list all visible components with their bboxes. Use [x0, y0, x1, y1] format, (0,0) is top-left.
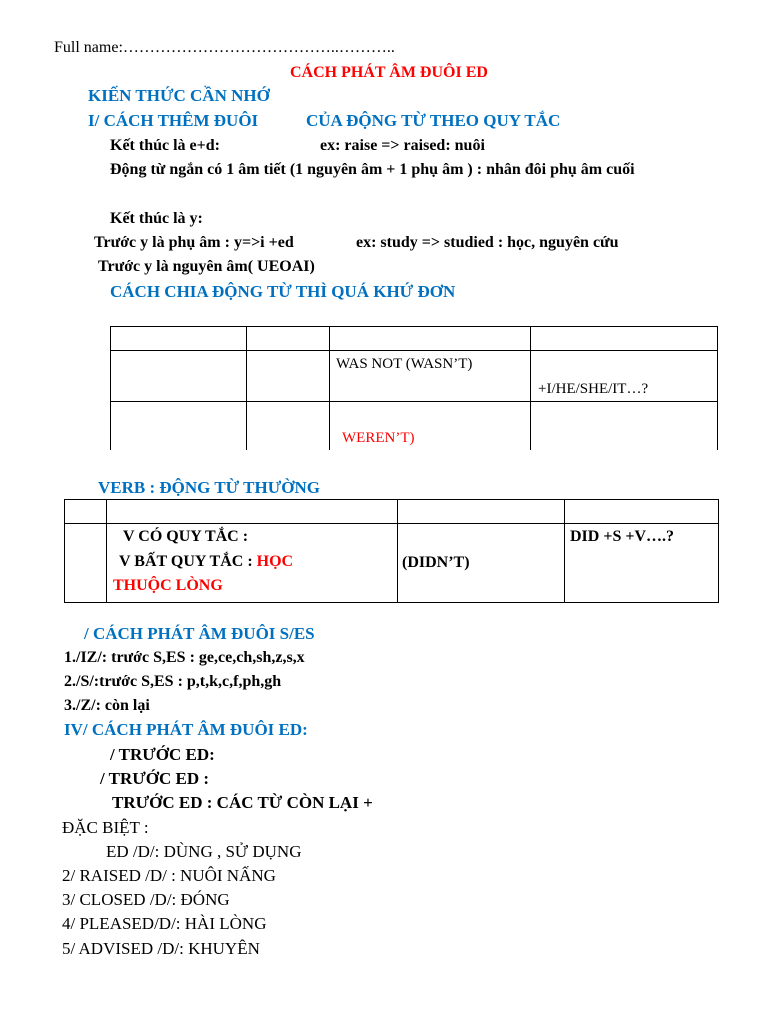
- rule-e-d: Kết thúc là e+d:: [110, 137, 220, 154]
- s-es-heading: / CÁCH PHÁT ÂM ĐUÔI S/ES: [84, 624, 315, 643]
- cell-did-question: DID +S +V….?: [570, 528, 675, 545]
- rule-consonant-y-example: ex: study => studied : học, nguyên cứu: [356, 234, 619, 251]
- rule-e-d-example: ex: raise => raised: nuôi: [320, 137, 485, 154]
- add-ed-heading-right: CỦA ĐỘNG TỪ THEO QUY TẮC: [306, 111, 561, 130]
- cell-werent: WEREN’T): [342, 430, 415, 446]
- rule-double-consonant: Động từ ngắn có 1 âm tiết (1 nguyên âm + 1 phụ âm ) : nhân đôi phụ âm cuối: [110, 161, 635, 178]
- cell-irregular-memorize: THUỘC LÒNG: [113, 577, 223, 594]
- cell-irregular-verb: [119, 553, 293, 571]
- ed-line-3: TRƯỚC ED : CÁC TỪ CÒN LẠI +: [112, 793, 373, 812]
- ed-line-1: / TRƯỚC ED:: [110, 745, 215, 764]
- irregular-label: V BẤT QUY TẮC :: [119, 553, 257, 570]
- full-name-line: Full name:…………………………………..………..: [54, 39, 395, 56]
- rule-vowel-y: Trước y là nguyên âm( UEOAI): [98, 258, 315, 275]
- special-example-1: ED /D/: DÙNG , SỬ DỤNG: [106, 842, 302, 861]
- rule-consonant-y: Trước y là phụ âm : y=>i +ed: [94, 234, 294, 251]
- ordinary-verb-heading: VERB : ĐỘNG TỪ THƯỜNG: [98, 478, 320, 497]
- ed-heading: IV/ CÁCH PHÁT ÂM ĐUÔI ED:: [64, 720, 308, 739]
- irregular-learn: HỌC: [256, 553, 294, 570]
- cell-question-form: +I/HE/SHE/IT…?: [538, 381, 649, 397]
- add-ed-heading-left: I/ CÁCH THÊM ĐUÔI: [88, 111, 259, 130]
- cell-regular-verb: V CÓ QUY TẮC :: [123, 528, 249, 545]
- knowledge-heading: KIẾN THỨC CẦN NHỚ: [88, 86, 270, 105]
- special-example-3: 3/ CLOSED /D/: ĐÓNG: [62, 890, 230, 909]
- s-es-z: 3./Z/: còn lại: [64, 697, 150, 714]
- past-simple-heading: CÁCH CHIA ĐỘNG TỪ THÌ QUÁ KHỨ ĐƠN: [110, 282, 456, 301]
- special-heading: ĐẶC BIỆT :: [62, 818, 149, 837]
- document-title: CÁCH PHÁT ÂM ĐUÔI ED: [290, 64, 488, 81]
- cell-was-not: WAS NOT (WASN’T): [336, 356, 473, 372]
- special-example-4: 4/ PLEASED/D/: HÀI LÒNG: [62, 914, 267, 933]
- special-example-5: 5/ ADVISED /D/: KHUYÊN: [62, 939, 260, 958]
- cell-didnt: (DIDN’T): [402, 554, 470, 571]
- special-example-2: 2/ RAISED /D/ : NUÔI NẤNG: [62, 866, 276, 885]
- rule-ends-y: Kết thúc là y:: [110, 210, 203, 227]
- be-verb-table: [110, 326, 718, 450]
- s-es-iz: 1./IZ/: trước S,ES : ge,ce,ch,sh,z,s,x: [64, 649, 305, 666]
- s-es-s: 2./S/:trước S,ES : p,t,k,c,f,ph,gh: [64, 673, 282, 690]
- ed-line-2: / TRƯỚC ED :: [100, 769, 210, 788]
- ordinary-verb-table: [64, 499, 719, 603]
